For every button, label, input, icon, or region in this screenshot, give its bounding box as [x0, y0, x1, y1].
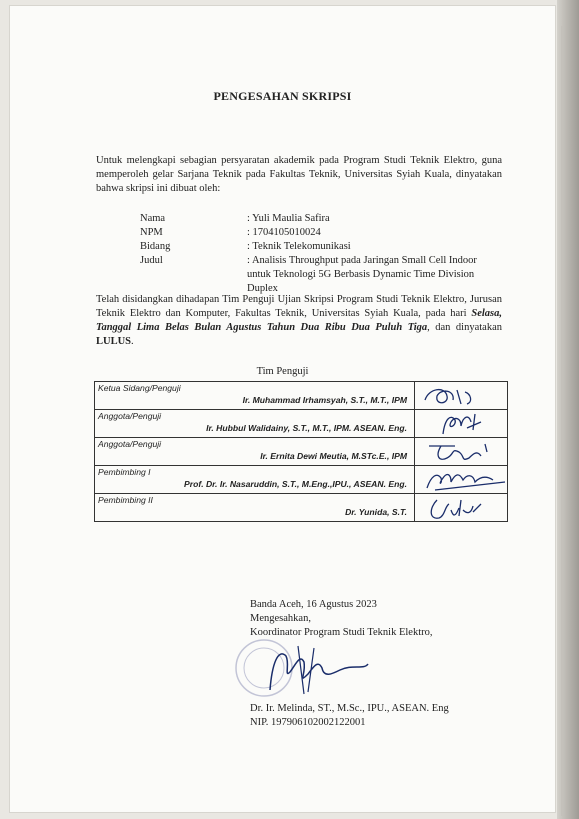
signature-cell — [415, 466, 508, 494]
place-date: Banda Aceh, 16 Agustus 2023 — [250, 599, 377, 610]
student-npm-row — [140, 226, 482, 240]
thesis-title-row — [140, 254, 482, 296]
signature-cell — [415, 494, 508, 522]
examiner-cell — [95, 466, 415, 494]
thesis-title-label: Judul — [140, 255, 163, 266]
binding-edge — [561, 26, 563, 816]
examiner-name: Prof. Dr. Ir. Nasaruddin, S.T., M.Eng.,IPU., ASEAN. Eng. — [184, 479, 407, 489]
npm-value: : 1704105010024 — [247, 227, 321, 238]
field-label: Bidang — [140, 241, 171, 252]
table-row — [95, 410, 508, 438]
signature-cell — [415, 438, 508, 466]
examiner-name: Ir. Ernita Dewi Meutia, M.STc.E., IPM — [260, 451, 407, 461]
signature-cell — [415, 410, 508, 438]
coordinator-block — [250, 702, 449, 730]
defense-paragraph — [96, 293, 502, 349]
examiner-cell — [95, 410, 415, 438]
signature-mark — [415, 494, 507, 524]
university-stamp — [236, 640, 292, 696]
npm-label: NPM — [140, 227, 163, 238]
defense-text-c: . — [131, 336, 134, 347]
examiner-name: Ir. Hubbul Walidainy, S.T., M.T., IPM. ASEAN. Eng. — [206, 423, 407, 433]
examiner-role: Pembimbing I — [98, 467, 151, 477]
student-info — [140, 212, 482, 296]
table-row — [95, 438, 508, 466]
examiner-cell — [95, 438, 415, 466]
examiner-name: Dr. Yunida, S.T. — [345, 507, 407, 517]
signature-mark — [415, 410, 507, 438]
intro-paragraph: Untuk melengkapi sebagian persyaratan akademik pada Program Studi Teknik Elektro, guna memperoleh gelar Sarjana Teknik pada Fakultas Teknik, Universitas Syiah Kuala, dinyatakan bahwa skripsi ini dibuat oleh: — [96, 155, 502, 194]
name-label: Nama — [140, 213, 166, 224]
page-title: PENGESAHAN SKRIPSI — [213, 89, 352, 103]
examiner-name: Ir. Muhammad Irhamsyah, S.T., M.T., IPM — [242, 395, 407, 405]
examiner-role: Pembimbing II — [98, 495, 153, 505]
examiner-cell — [95, 382, 415, 410]
panel-title: Tim Penguji — [256, 366, 309, 377]
coordinator-nip: NIP. 197906102002122001 — [250, 717, 366, 728]
signature-mark — [415, 438, 507, 466]
table-row — [95, 466, 508, 494]
coordinator-position: Koordinator Program Studi Teknik Elektro, — [250, 627, 433, 638]
field-value: : Teknik Telekomunikasi — [247, 241, 351, 252]
signature-cell — [415, 382, 508, 410]
signature-mark — [415, 382, 507, 410]
approval-text: Mengesahkan, — [250, 613, 311, 624]
coordinator-signature-and-stamp — [228, 634, 388, 702]
coordinator-signature — [270, 654, 368, 690]
examiner-role: Ketua Sidang/Penguji — [98, 383, 181, 393]
student-field-row — [140, 240, 482, 254]
defense-result: LULUS — [96, 336, 132, 347]
document-page — [10, 6, 555, 812]
table-row — [95, 382, 508, 410]
examiner-role: Anggota/Penguji — [98, 411, 162, 421]
defense-text-b: , dan dinyatakan — [427, 322, 502, 333]
name-value: : Yuli Maulia Safira — [247, 213, 330, 224]
coordinator-name: Dr. Ir. Melinda, ST., M.Sc., IPU., ASEAN. Eng — [250, 703, 449, 714]
examiner-table — [94, 381, 508, 522]
defense-text-a: Telah disidangkan dihadapan Tim Penguji Ujian Skripsi Program Studi Teknik Elektro, Jurusan Teknik Elektro dan Komputer, Fakultas Teknik, Universitas Syiah Kuala, pada hari — [96, 294, 502, 319]
examiner-cell — [95, 494, 415, 522]
student-name-row — [140, 212, 482, 226]
examiner-role: Anggota/Penguji — [98, 439, 162, 449]
thesis-title-value: : Analisis Throughput pada Jaringan Small Cell Indoor untuk Teknologi 5G Berbasis Dynamic Time Division Duplex — [247, 255, 477, 294]
table-row — [95, 494, 508, 522]
defense-date: Selasa, Tanggal Lima Belas Bulan Agustus Tahun Dua Ribu Dua Puluh Tiga — [96, 308, 502, 333]
signature-mark — [415, 466, 507, 494]
